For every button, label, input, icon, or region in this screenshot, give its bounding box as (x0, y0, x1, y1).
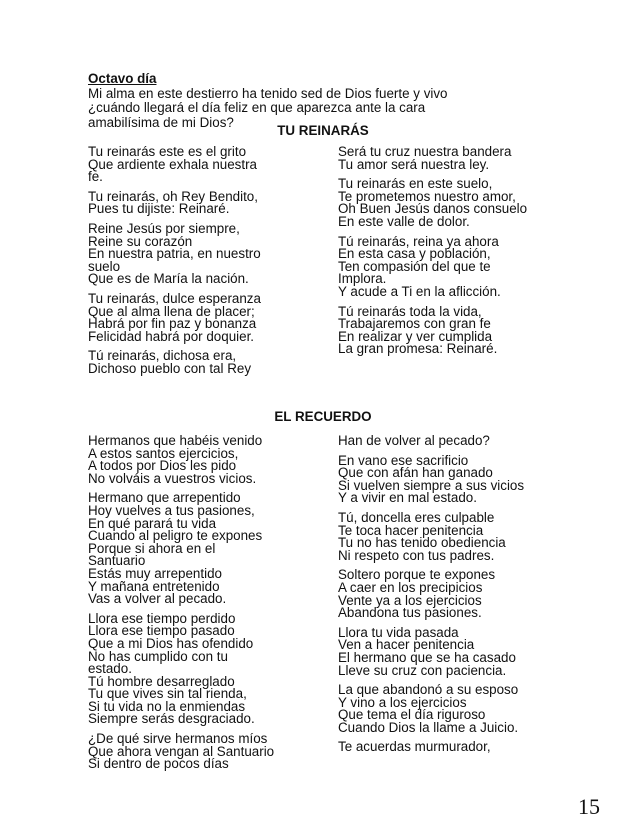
verse-line: Te toca hacer penitencia (338, 522, 484, 538)
stanza (88, 435, 333, 485)
verse-line: Reine Jesús por siempre, (88, 220, 240, 236)
verse-line: Felicidad habrá por doquier. (88, 328, 255, 344)
verse-line: Tu reinarás, oh Rey Bendito, (88, 188, 258, 204)
verse-line: Tu que vives sin tal rienda, (88, 686, 247, 702)
hymn1-right-column (338, 146, 583, 363)
verse-line: El hermano que se ha casado (338, 649, 516, 665)
verse-line: No volváis a vuestros vicios. (88, 470, 257, 486)
verse-line: Lleve su cruz con paciencia. (338, 662, 507, 678)
hymn-title-tu-reinaras: TU REINARÁS (277, 123, 369, 138)
verse-line: Será tu cruz nuestra bandera (338, 144, 512, 159)
stanza (88, 733, 333, 771)
verse-line: Porque si ahora en el (88, 540, 216, 556)
verse-line: estado. (88, 661, 132, 677)
verse-line: Tu reinarás, dulce esperanza (88, 290, 261, 306)
verse-line: En realizar y ver cumplida (338, 328, 493, 344)
verse-line: Que tema el día riguroso (338, 707, 486, 723)
verse-line: Cuando Dios la llame a Juicio. (338, 719, 519, 735)
verse-line: No has cumplido con tu (88, 648, 228, 664)
verse-line: Tú reinarás toda la vida, (338, 303, 482, 319)
hymn2-left-column (88, 435, 333, 778)
verse-line: Y acude a Ti en la aflicción. (338, 283, 501, 299)
verse-line: En qué parará tu vida (88, 515, 217, 531)
stanza (338, 178, 583, 228)
verse-line: Te acuerdas murmurador, (338, 739, 491, 755)
intro-block (88, 72, 548, 130)
verse-line: Te prometemos nuestro amor, (338, 188, 516, 204)
verse-line: A todos por Dios les pido (88, 458, 237, 474)
verse-line: Que al alma llena de placer; (88, 303, 255, 319)
stanza (338, 146, 583, 171)
verse-line: Y mañana entretenido (88, 578, 220, 594)
stanza (88, 610, 333, 727)
verse-line: Tu no has tenido obediencia (338, 535, 506, 551)
verse-line: Que ardiente exhala nuestra (88, 156, 257, 172)
verse-line: Ven a hacer penitencia (338, 637, 475, 653)
verse-line: Si dentro de pocos días (88, 756, 229, 772)
verse-line: Oh Buen Jesús danos consuelo (338, 201, 528, 217)
verse-line: suelo (88, 258, 121, 274)
verse-line: Estás muy arrepentido (88, 565, 222, 581)
stanza (88, 492, 333, 605)
verse-line: Hoy vuelves a tus pasiones, (88, 502, 255, 518)
verse-line: En vano ese sacrificio (338, 452, 469, 468)
verse-line: Habrá por fin paz y bonanza (88, 316, 257, 332)
verse-line: Dichoso pueblo con tal Rey (88, 360, 252, 376)
verse-line: Han de volver al pecado? (338, 433, 490, 448)
verse-line: En nuestra patria, en nuestro (88, 246, 261, 262)
verse-line: Que es de María la nación. (88, 271, 249, 287)
verse-line: Pues tu dijiste: Reinaré. (88, 201, 230, 217)
verse-line: Ten compasión del que te (338, 258, 491, 274)
verse-line: Y vino a los ejercicios (338, 694, 467, 710)
verse-line: Trabajaremos con gran fe (338, 316, 491, 332)
stanza (88, 220, 333, 287)
verse-line: Llora tu vida pasada (338, 624, 459, 640)
verse-line: Hermanos que habéis venido (88, 433, 263, 448)
verse-line: La que abandonó a su esposo (338, 682, 519, 698)
verse-line: Hermano que arrepentido (88, 490, 241, 506)
verse-line: ¿De qué sirve hermanos míos (88, 731, 268, 747)
verse-line: Que ahora vengan al Santuario (88, 743, 275, 759)
verse-line: La gran promesa: Reinaré. (338, 341, 498, 357)
stanza (338, 569, 583, 619)
verse-line: Tú hombre desarreglado (88, 673, 235, 689)
verse-line: En este valle de dolor. (338, 213, 470, 229)
stanza (88, 146, 333, 184)
stanza (338, 303, 583, 357)
intro-line: Mi alma en este destierro ha tenido sed de Dios fuerte y vivo (88, 85, 448, 101)
verse-line: Cuando al peligro te expones (88, 528, 263, 544)
verse-line: Tú reinarás, dichosa era, (88, 348, 237, 364)
verse-line: Tú, doncella eres culpable (338, 509, 495, 525)
verse-line: Abandona tus pasiones. (338, 605, 482, 621)
hymn2-right-column (338, 435, 583, 761)
verse-line: Llora ese tiempo perdido (88, 610, 236, 626)
stanza (88, 188, 333, 217)
hymn-title-el-recuerdo: EL RECUERDO (274, 409, 372, 424)
verse-line: Santuario (88, 553, 146, 569)
verse-line: Si tu vida no la enmiendas (88, 698, 246, 714)
stanza (338, 624, 583, 678)
stanza (338, 435, 583, 448)
intro-line: ¿cuándo llegará el día feliz en que aparezca ante la cara (88, 100, 426, 115)
page-number: 15 (578, 794, 600, 819)
stanza (338, 509, 583, 563)
verse-line: Tu reinarás este es el grito (88, 144, 247, 159)
verse-line: Llora ese tiempo pasado (88, 623, 235, 639)
verse-line: Tu reinarás en este suelo, (338, 176, 493, 192)
verse-line: Vas a volver al pecado. (88, 591, 227, 607)
stanza (338, 684, 583, 734)
stanza (338, 452, 583, 506)
verse-line: Ni respeto con tus padres. (338, 547, 495, 563)
verse-line: Implora. (338, 271, 387, 287)
verse-line: Tú reinarás, reina ya ahora (338, 233, 499, 249)
day-heading: Octavo día (88, 71, 157, 86)
verse-line: Que a mi Dios has ofendido (88, 635, 254, 651)
verse-line: Soltero porque te expones (338, 567, 496, 583)
verse-line: Que con afán han ganado (338, 465, 493, 481)
verse-line: A caer en los precipicios (338, 579, 483, 595)
verse-line: Reine su corazón (88, 233, 193, 249)
stanza (88, 290, 333, 344)
verse-line: fe. (88, 169, 103, 185)
intro-line: amabilísima de mi Dios? (88, 114, 234, 130)
verse-line: En esta casa y población, (338, 246, 491, 262)
verse-line: Si vuelven siempre a sus vicios (338, 477, 525, 493)
verse-line: Siempre serás desgraciado. (88, 711, 255, 727)
verse-line: Vente ya a los ejercicios (338, 592, 482, 608)
verse-line: Tu amor será nuestra ley. (338, 156, 490, 172)
stanza (88, 350, 333, 375)
verse-line: A estos santos ejercicios, (88, 445, 239, 461)
stanza (338, 741, 583, 754)
stanza (338, 233, 583, 299)
verse-line: Y a vivir en mal estado. (338, 490, 477, 506)
hymn1-left-column (88, 146, 333, 383)
